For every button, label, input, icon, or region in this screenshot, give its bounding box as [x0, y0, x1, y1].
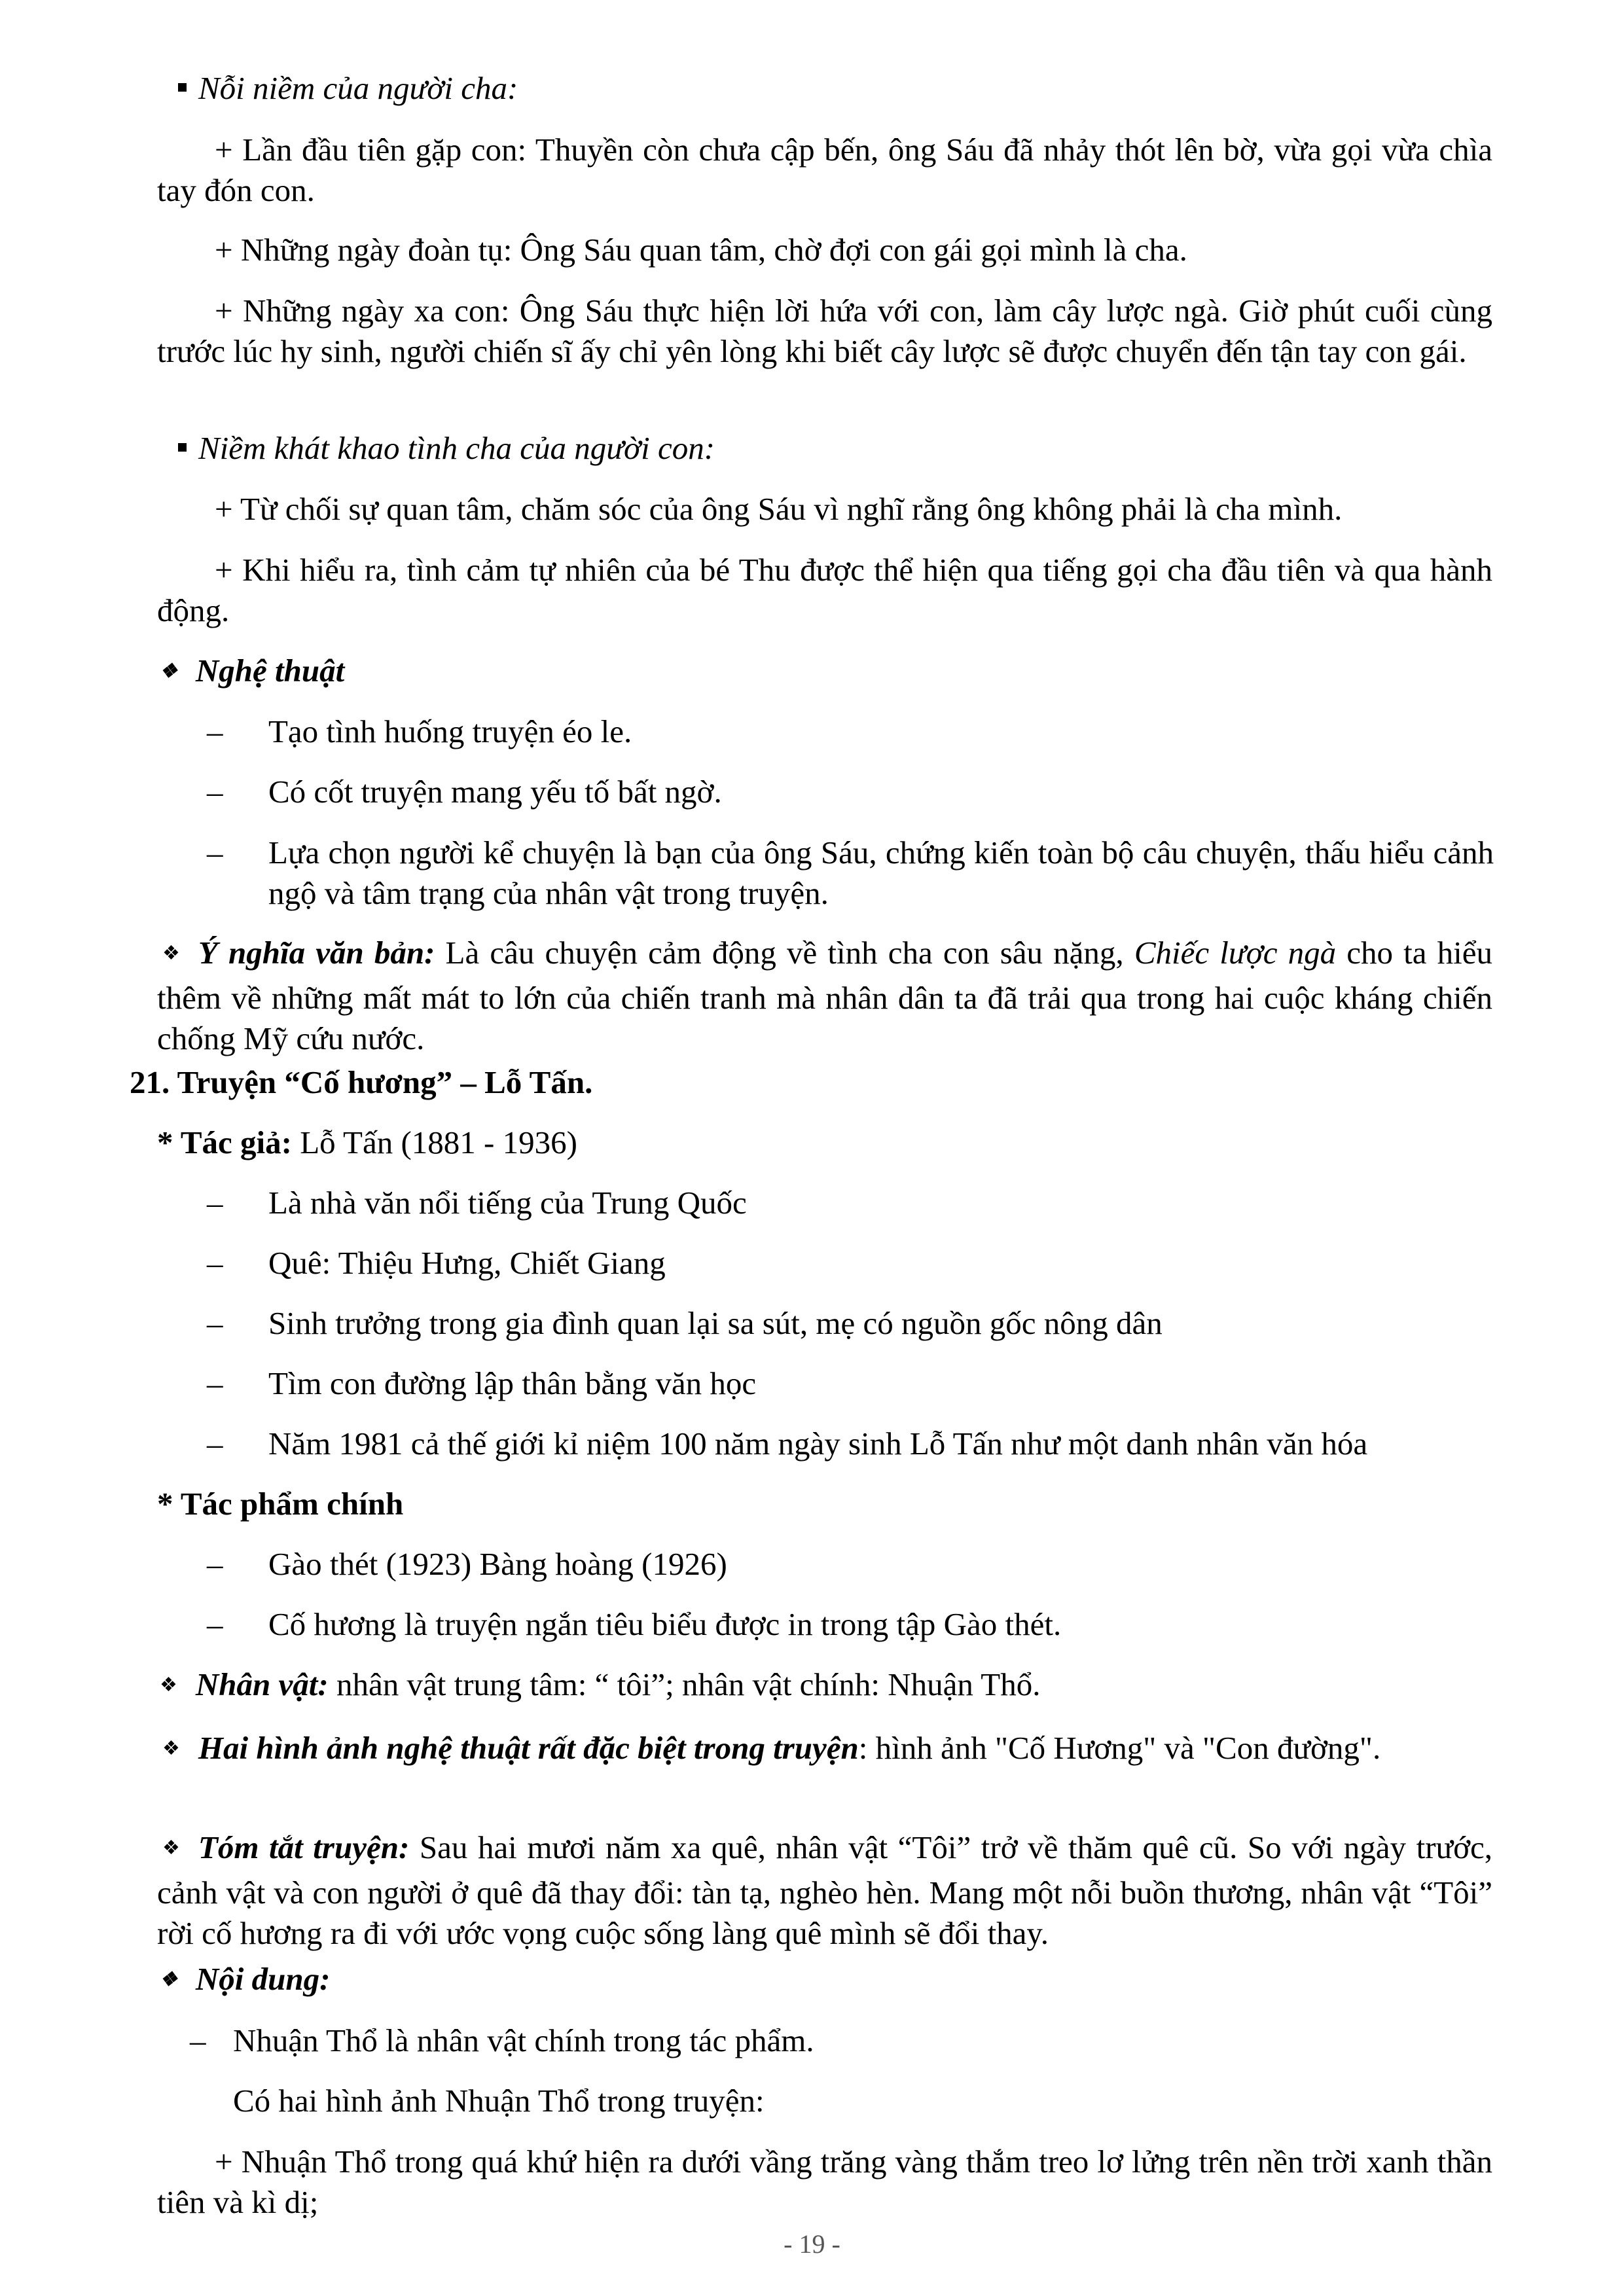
- subheading-niem-khat-khao: Niềm khát khao tình cha của người con:: [178, 429, 715, 468]
- page-number: - 19 -: [784, 2229, 840, 2259]
- list-item-tac-gia-1: – Là nhà văn nổi tiếng của Trung Quốc: [207, 1185, 747, 1221]
- list-item-nghe-thuat-1: – Tạo tình huống truyện éo le.: [207, 713, 632, 749]
- heading-nghe-thuat: ❖ Nghệ thuật: [160, 651, 344, 695]
- paragraph-noi-dung-plus: + Nhuận Thổ trong quá khứ hiện ra dưới vầng trăng vàng thắm treo lơ lửng trên nền trời xanh thần tiên và kì dị;: [157, 2144, 1492, 2220]
- square-bullet-icon: [178, 443, 187, 452]
- paragraph-noi-niem-1: + Lần đầu tiên gặp con: Thuyền còn chưa cập bến, ông Sáu đã nhảy thót lên bờ, vừa gọi vừa chìa tay đón con.: [157, 132, 1492, 208]
- paragraph-noi-niem-3: + Những ngày xa con: Ông Sáu thực hiện lời hứa với con, làm cây lược ngà. Giờ phút cuối cùng trước lúc hy sinh, người chiến sĩ ấy chỉ yên lòng khi biết cây lược sẽ được chuyển đến tận tay con gái.: [157, 293, 1492, 369]
- nhan-vat-line: ❖ Nhân vật: nhân vật trung tâm: “ tôi”; nhân vật chính: Nhuận Thổ.: [160, 1665, 1040, 1709]
- list-item-tac-pham-1: – Gào thét (1923) Bàng hoàng (1926): [207, 1546, 727, 1582]
- square-bullet-icon: [178, 83, 187, 92]
- paragraph-khat-khao-2: + Khi hiểu ra, tình cảm tự nhiên của bé Thu được thể hiện qua tiếng gọi cha đầu tiên và qua hành động.: [157, 552, 1492, 628]
- list-item-tac-gia-4: – Tìm con đường lập thân bằng văn học: [207, 1365, 757, 1401]
- diamond-bullet-icon: ❖: [162, 1837, 180, 1859]
- diamond-bullet-icon: ❖: [162, 1738, 180, 1759]
- list-item-tac-gia-2: – Quê: Thiệu Hưng, Chiết Giang: [207, 1245, 666, 1281]
- list-item-noi-dung: – Nhuận Thổ là nhân vật chính trong tác phẩm.: [190, 2022, 814, 2058]
- paragraph-tom-tat: ❖ Tóm tắt truyện: Sau hai mươi năm xa quê, nhân vật “Tôi” trở về thăm quê cũ. So với ngày trước, cảnh vật và con người ở quê đã thay đổi: tàn tạ, nghèo hèn. Mang một nỗi buồn thương, nhân vật “Tôi” rời cố hương ra đi với ước vọng cuộc sống làng quê mình sẽ đổi thay.: [157, 1829, 1492, 1951]
- subheading-noi-niem: Nỗi niềm của người cha:: [178, 69, 518, 108]
- list-item-nghe-thuat-3: – Lựa chọn người kể chuyện là bạn của ông Sáu, chứng kiến toàn bộ câu chuyện, thấu hiểu cảnh ngộ và tâm trạng của nhân vật trong truyện.: [207, 834, 1494, 911]
- tac-gia-line: * Tác giả: Lỗ Tấn (1881 - 1936): [157, 1124, 577, 1160]
- list-item-tac-gia-3: – Sinh trưởng trong gia đình quan lại sa sút, mẹ có nguồn gốc nông dân: [207, 1305, 1163, 1341]
- paragraph-hai-hinh-anh: ❖ Hai hình ảnh nghệ thuật rất đặc biệt trong truyện: hình ảnh "Cố Hương" và "Con đường".: [157, 1728, 1492, 1773]
- tac-pham-heading: * Tác phẩm chính: [157, 1486, 404, 1522]
- list-item-tac-gia-5: – Năm 1981 cả thế giới kỉ niệm 100 năm ngày sinh Lỗ Tấn như một danh nhân văn hóa: [207, 1426, 1368, 1462]
- section-heading-21: 21. Truyện “Cố hương” – Lỗ Tấn.: [130, 1064, 593, 1100]
- heading-noi-dung: ❖ Nội dung:: [160, 1960, 330, 2003]
- list-item-nghe-thuat-2: – Có cốt truyện mang yếu tố bất ngờ.: [207, 774, 722, 810]
- diamond-bullet-icon: ❖: [160, 1969, 177, 1990]
- list-item-tac-pham-2: – Cố hương là truyện ngắn tiêu biểu được in trong tập Gào thét.: [207, 1606, 1062, 1642]
- paragraph-y-nghia: ❖ Ý nghĩa văn bản: Là câu chuyện cảm động về tình cha con sâu nặng, Chiếc lược ngà cho ta hiểu thêm về những mất mát to lớn của chiến tranh mà nhân dân ta đã trải qua trong hai cuộc kháng chiến chống Mỹ cứu nước.: [157, 935, 1492, 1056]
- paragraph-noi-dung-sub: Có hai hình ảnh Nhuận Thổ trong truyện:: [233, 2083, 765, 2119]
- paragraph-noi-niem-2: + Những ngày đoàn tụ: Ông Sáu quan tâm, chờ đợi con gái gọi mình là cha.: [215, 232, 1187, 268]
- paragraph-khat-khao-1: + Từ chối sự quan tâm, chăm sóc của ông Sáu vì nghĩ rằng ông không phải là cha mình.: [215, 491, 1343, 527]
- diamond-bullet-icon: ❖: [160, 660, 177, 682]
- diamond-bullet-icon: ❖: [162, 942, 180, 964]
- diamond-bullet-icon: ❖: [160, 1674, 177, 1696]
